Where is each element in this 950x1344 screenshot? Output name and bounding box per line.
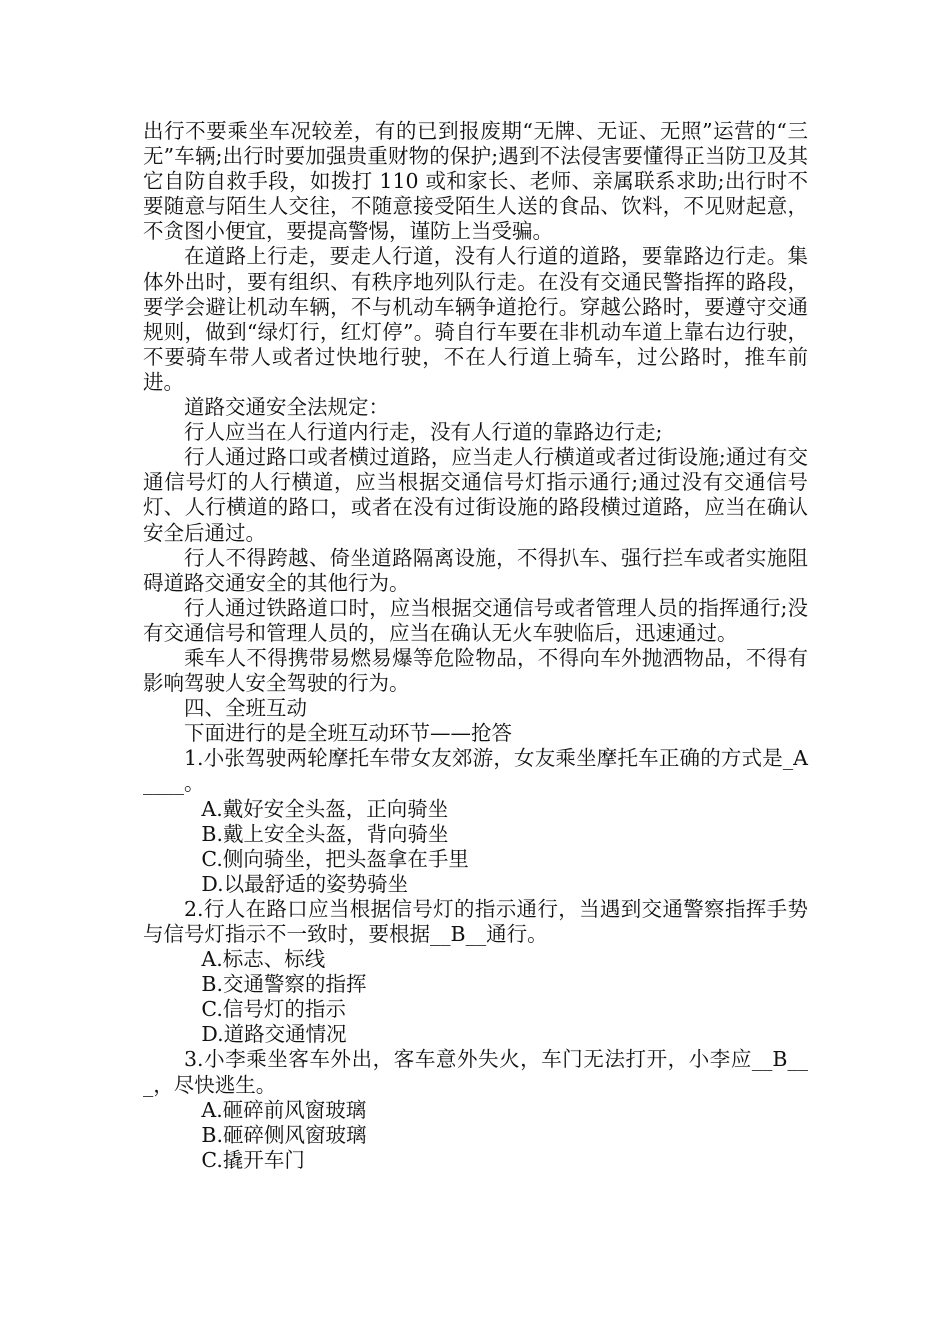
quiz-2-option-d: D.道路交通情况 <box>201 1022 347 1047</box>
quiz-1-option-a: A.戴好安全头盔，正向骑坐 <box>201 796 449 821</box>
paragraph-law-railway: 行人通过铁路道口时，应当根据交通信号或者管理人员的指挥通行;没有交通信号和管理人员的，应当在确认无火车驶临后，迅速通过。 <box>143 595 808 645</box>
quiz-2-option-b: B.交通警察的指挥 <box>201 972 367 997</box>
paragraph-walking-rules: 在道路上行走，要走人行道，没有人行道的道路，要靠路边行走。集体外出时，要有组织、有秩序地列队行走。在没有交通民警指挥的路段，要学会避让机动车辆，不与机动车辆争道抢行。穿越公路时，要遵守交通规则，做到“绿灯行，红灯停”。骑自行车要在非机动车道上靠右边行驶，不要骑车带人或者过快地行驶，不在人行道上骑车，过公路时，推车前进。 <box>143 244 808 394</box>
quiz-1-option-d: D.以最舒适的姿势骑坐 <box>201 871 409 896</box>
quiz-3-option-b: B.砸碎侧风窗玻璃 <box>201 1122 367 1147</box>
quiz-question-2: 2.行人在路口应当根据信号灯的指示通行，当遇到交通警察指挥手势与信号灯指示不一致时，要根据__B__通行。 <box>143 896 808 946</box>
quiz-3-option-a: A.砸碎前风窗玻璃 <box>201 1097 367 1122</box>
paragraph-law-passengers: 乘车人不得携带易燃易爆等危险物品，不得向车外抛洒物品，不得有影响驾驶人安全驾驶的行为。 <box>143 645 808 696</box>
quiz-question-3: 3.小李乘坐客车外出，客车意外失火，车门无法打开，小李应__B___，尽快逃生。 <box>143 1047 808 1097</box>
paragraph-law-sidewalk: 行人应当在人行道内行走，没有人行道的靠路边行走; <box>184 420 663 445</box>
quiz-question-1: 1.小张驾驶两轮摩托车带女友郊游，女友乘坐摩托车正确的方式是_A____。 <box>143 746 808 796</box>
paragraph-law-heading: 道路交通安全法规定： <box>184 395 389 420</box>
quiz-2-option-a: A.标志、标线 <box>201 947 326 972</box>
section-heading-class-interaction: 四、全班互动 <box>184 696 307 721</box>
quiz-3-option-c: C.撬开车门 <box>201 1147 305 1172</box>
paragraph-travel-safety: 出行不要乘坐车况较差，有的已到报废期“无牌、无证、无照”运营的“三无”车辆;出行时要加强贵重财物的保护;遇到不法侵害要懂得正当防卫及其它自防自救手段，如拨打 110 或和家长、老师、亲属联系求助;出行时不要随意与陌生人交往，不随意接受陌生人送的食品、饮料，不见财起意，不贪图小便宜，要提高警惕，谨防上当受骗。 <box>143 119 808 244</box>
quiz-1-option-b: B.戴上安全头盔，背向骑坐 <box>201 821 449 846</box>
quiz-2-option-c: C.信号灯的指示 <box>201 997 346 1022</box>
document-body <box>143 119 808 1173</box>
paragraph-law-crossing: 行人通过路口或者横过道路，应当走人行横道或者过街设施;通过有交通信号灯的人行横道，应当根据交通信号灯指示通行;通过没有交通信号灯、人行横道的路口，或者在没有过街设施的路段横过道路，应当在确认安全后通过。 <box>143 445 808 545</box>
paragraph-quiz-intro: 下面进行的是全班互动环节——抢答 <box>184 721 512 746</box>
paragraph-law-barriers: 行人不得跨越、倚坐道路隔离设施，不得扒车、强行拦车或者实施阻碍道路交通安全的其他行为。 <box>143 545 808 595</box>
quiz-1-option-c: C.侧向骑坐，把头盔拿在手里 <box>201 846 469 871</box>
